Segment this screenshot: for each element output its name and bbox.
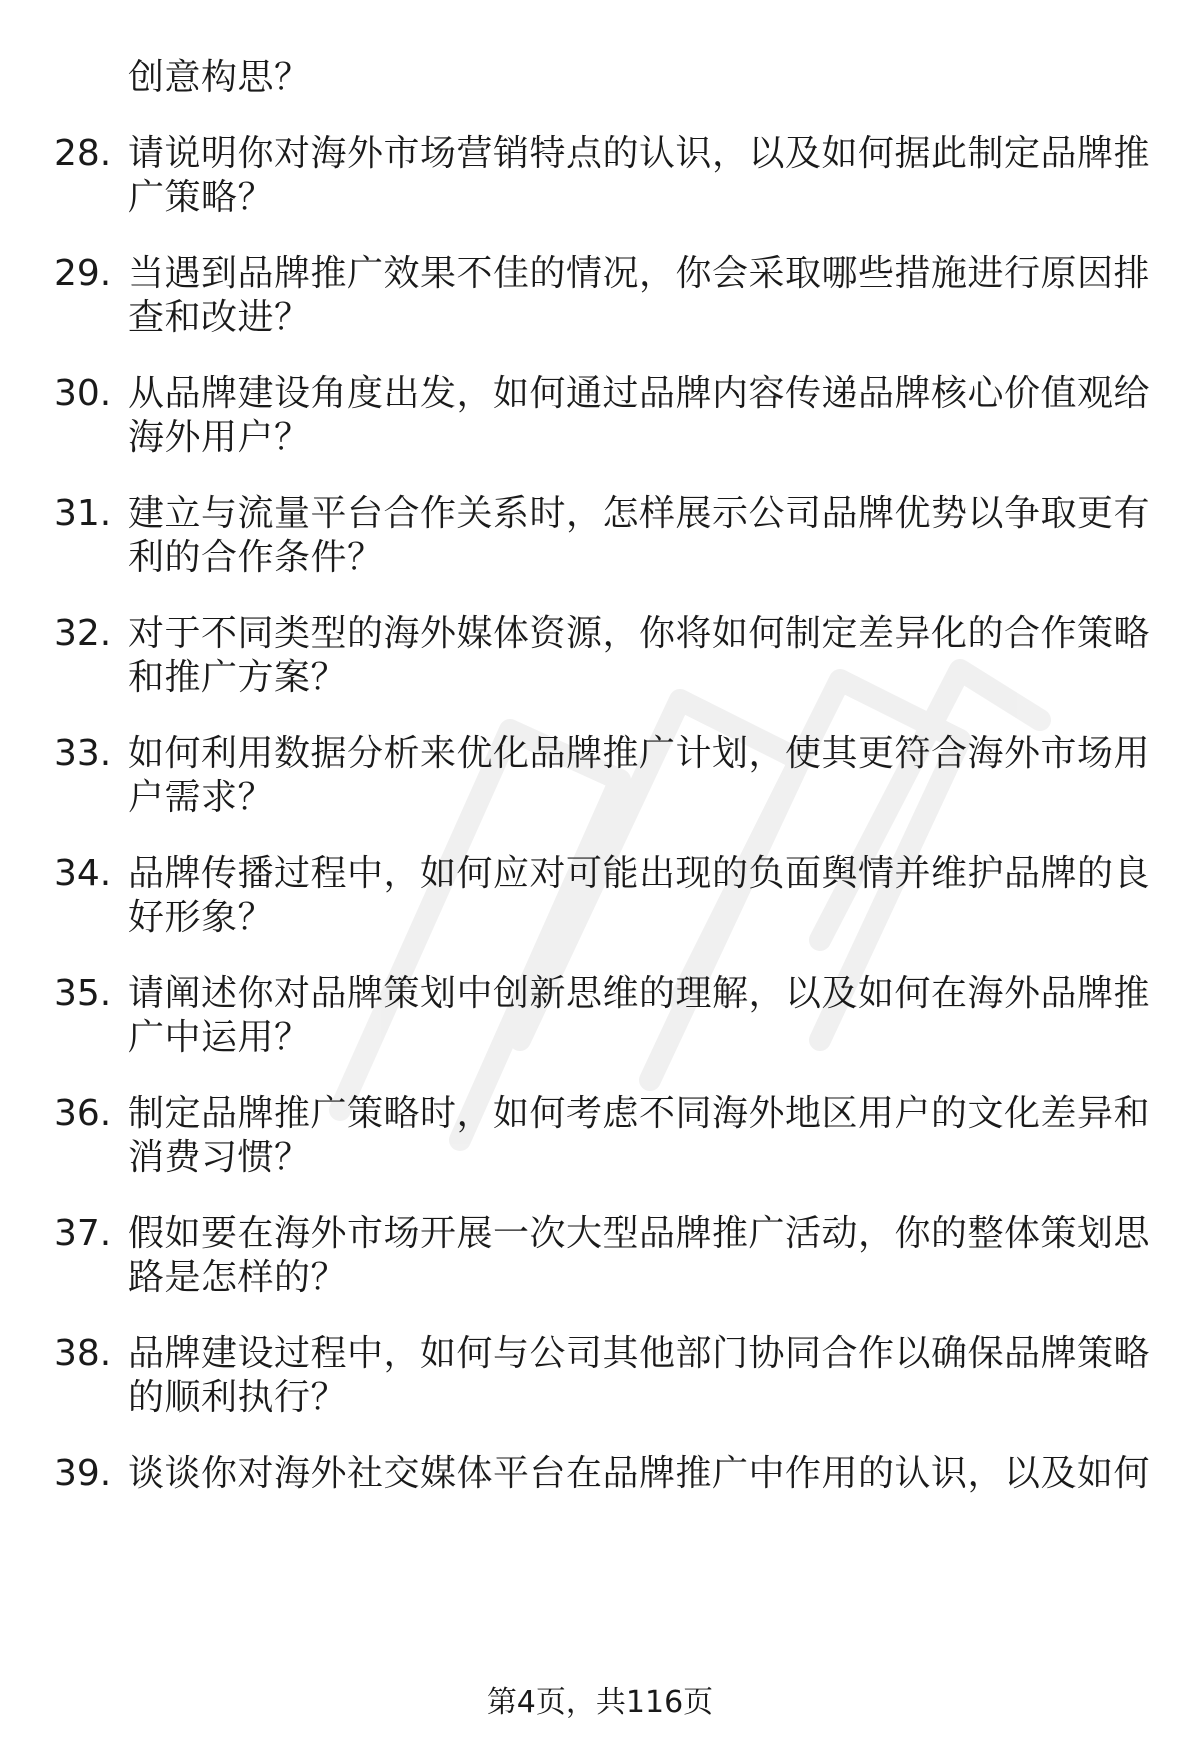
question-text-line1: 请阐述你对品牌策划中创新思维的理解，以及如何在海外品牌推 (128, 973, 1151, 1014)
watermark-logo (300, 640, 1060, 1160)
question-number: 31. (54, 493, 112, 534)
question-number: 33. (54, 733, 112, 774)
question-number: 35. (54, 973, 112, 1014)
question-text-line2: 广策略？ (128, 177, 275, 218)
question-text-line2: 利的合作条件？ (128, 537, 384, 578)
question-text-line1: 建立与流量平台合作关系时，怎样展示公司品牌优势以争取更有 (128, 493, 1151, 534)
question-text-line1: 品牌建设过程中，如何与公司其他部门协同合作以确保品牌策略 (128, 1333, 1151, 1374)
continuation-line: 创意构思？ (128, 57, 311, 98)
question-text-line1: 谈谈你对海外社交媒体平台在品牌推广中作用的认识，以及如何 (128, 1453, 1151, 1494)
question-text-line2: 和推广方案？ (128, 657, 348, 698)
question-number: 39. (54, 1453, 112, 1494)
page-footer: 第4页，共116页 (486, 1685, 714, 1720)
question-number: 30. (54, 373, 112, 414)
question-number: 29. (54, 253, 112, 294)
question-text-line2: 查和改进？ (128, 297, 311, 338)
question-number: 34. (54, 853, 112, 894)
question-text-line1: 假如要在海外市场开展一次大型品牌推广活动，你的整体策划思 (128, 1213, 1151, 1254)
question-text-line2: 广中运用？ (128, 1017, 311, 1058)
question-text-line1: 从品牌建设角度出发，如何通过品牌内容传递品牌核心价值观给 (128, 373, 1151, 414)
question-text-line2: 消费习惯？ (128, 1137, 311, 1178)
question-text-line1: 对于不同类型的海外媒体资源，你将如何制定差异化的合作策略 (128, 613, 1151, 654)
question-number: 32. (54, 613, 112, 654)
question-text-line1: 请说明你对海外市场营销特点的认识，以及如何据此制定品牌推 (128, 133, 1151, 174)
question-text-line2: 路是怎样的？ (128, 1257, 348, 1298)
question-number: 38. (54, 1333, 112, 1374)
question-text-line1: 制定品牌推广策略时，如何考虑不同海外地区用户的文化差异和 (128, 1093, 1151, 1134)
question-text-line2: 海外用户？ (128, 417, 311, 458)
question-text-line1: 品牌传播过程中，如何应对可能出现的负面舆情并维护品牌的良 (128, 853, 1151, 894)
question-text-line1: 如何利用数据分析来优化品牌推广计划，使其更符合海外市场用 (128, 733, 1151, 774)
question-number: 37. (54, 1213, 112, 1254)
question-text-line2: 户需求？ (128, 777, 275, 818)
question-text-line2: 好形象？ (128, 897, 275, 938)
question-number: 36. (54, 1093, 112, 1134)
question-number: 28. (54, 133, 112, 174)
question-text-line2: 的顺利执行？ (128, 1377, 348, 1418)
question-text-line1: 当遇到品牌推广效果不佳的情况，你会采取哪些措施进行原因排 (128, 253, 1151, 294)
